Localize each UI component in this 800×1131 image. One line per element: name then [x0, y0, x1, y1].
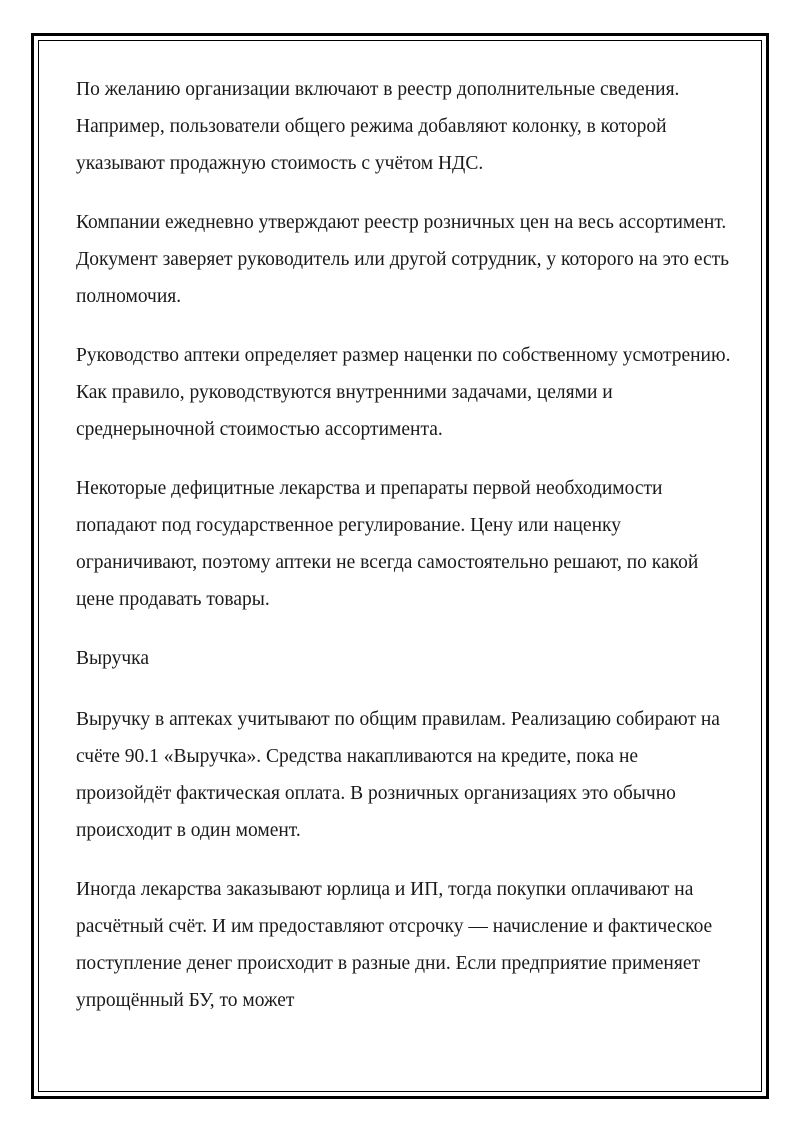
paragraph-daily-price-registry: Компании ежедневно утверждают реестр розничных цен на весь ассортимент. Документ заверяет руководитель или другой сотрудник, у которого на это есть полномочия.	[76, 212, 730, 307]
document-body	[76, 71, 736, 1041]
section-heading-revenue: Выручка	[76, 648, 149, 669]
paragraph-revenue-accounting: Выручку в аптеках учитывают по общим правилам. Реализацию собирают на счёте 90.1 «Выручка». Средства накапливаются на кредите, пока не произойдёт фактическая оплата. В розничных организациях это обычно происходит в один момент.	[76, 709, 720, 841]
paragraph-state-regulation: Некоторые дефицитные лекарства и препараты первой необходимости попадают под государственное регулирование. Цену или наценку ограничивают, поэтому аптеки не всегда самостоятельно решают, по какой цене продавать товары.	[76, 478, 699, 610]
paragraph-markup-policy: Руководство аптеки определяет размер наценки по собственному усмотрению. Как правило, руководствуются внутренними задачами, целями и среднерыночной стоимостью ассортимента.	[76, 345, 731, 440]
paragraph-registry-extra-info: По желанию организации включают в реестр дополнительные сведения. Например, пользователи общего режима добавляют колонку, в которой указывают продажную стоимость с учётом НДС.	[76, 79, 680, 174]
paragraph-deferred-payment: Иногда лекарства заказывают юрлица и ИП, тогда покупки оплачивают на расчётный счёт. И им предоставляют отсрочку — начисление и фактическое поступление денег происходит в разные дни. Если предприятие применяет упрощённый БУ, то может	[76, 879, 713, 1011]
